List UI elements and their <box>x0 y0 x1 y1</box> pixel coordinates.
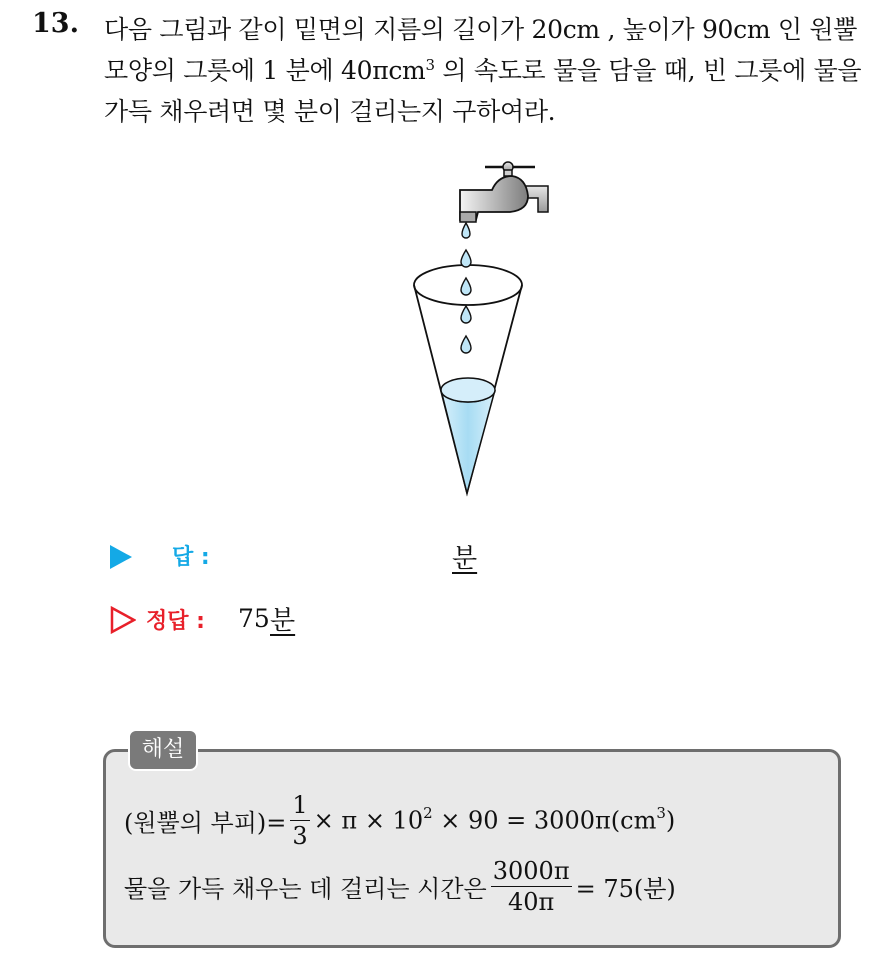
answer-row <box>108 538 508 578</box>
correct-answer-label: 정답 : <box>146 609 205 634</box>
solution-line-2-pre: 물을 가득 채우는 데 걸리는 시간은 <box>124 875 487 903</box>
solution-line-2-post: = 75(분) <box>575 875 676 903</box>
question-text-line-2-post: 의 속도로 물을 담을 때, 빈 그릇에 물을 <box>434 56 862 85</box>
solution-fraction-1 <box>290 790 309 851</box>
fraction-numerator: 1 <box>292 791 308 819</box>
correct-answer-row <box>108 600 508 644</box>
cone-icon <box>414 265 522 493</box>
solution-exponent: 2 <box>423 804 433 822</box>
solution-line-1 <box>124 790 675 852</box>
faucet-icon <box>460 162 548 222</box>
fraction-denominator: 40π <box>508 888 555 916</box>
question-text-line-2 <box>104 51 861 87</box>
play-triangle-icon <box>110 545 132 569</box>
fraction-numerator: 3000π <box>492 857 570 885</box>
correct-answer-unit: 분 <box>270 606 296 636</box>
solution-line-1-post-a: × 90 = 3000π(cm <box>432 806 657 835</box>
solution-line-1-pre: (원뿔의 부피)= <box>124 809 287 837</box>
solution-fraction-2 <box>491 856 572 917</box>
play-triangle-outline-icon <box>110 606 136 634</box>
question-number: 13. <box>32 8 79 39</box>
correct-answer-value: 75 <box>238 604 270 633</box>
question-superscript: 3 <box>425 56 435 74</box>
answer-blank-unit[interactable]: 분 <box>452 544 478 574</box>
answer-label: 답 : <box>172 545 210 570</box>
cone-faucet-figure <box>400 150 560 500</box>
solution-unit-exponent: 3 <box>656 804 666 822</box>
water-drop-icon <box>461 223 471 353</box>
fraction-denominator: 3 <box>292 822 308 850</box>
solution-line-2 <box>124 856 676 918</box>
solution-tag: 해설 <box>128 729 198 771</box>
solution-line-1-post-b: ) <box>665 806 676 835</box>
question-text-line-2-pre: 모양의 그릇에 1 분에 40πcm <box>104 56 426 85</box>
solution-line-1-mid: × π × 10 <box>313 806 424 835</box>
question-text-line-1: 다음 그림과 같이 밑면의 지름의 길이가 20cm , 높이가 90cm 인 원뿔 <box>104 15 858 44</box>
question-text-line-3: 가득 채우려면 몇 분이 걸리는지 구하여라. <box>104 97 556 126</box>
